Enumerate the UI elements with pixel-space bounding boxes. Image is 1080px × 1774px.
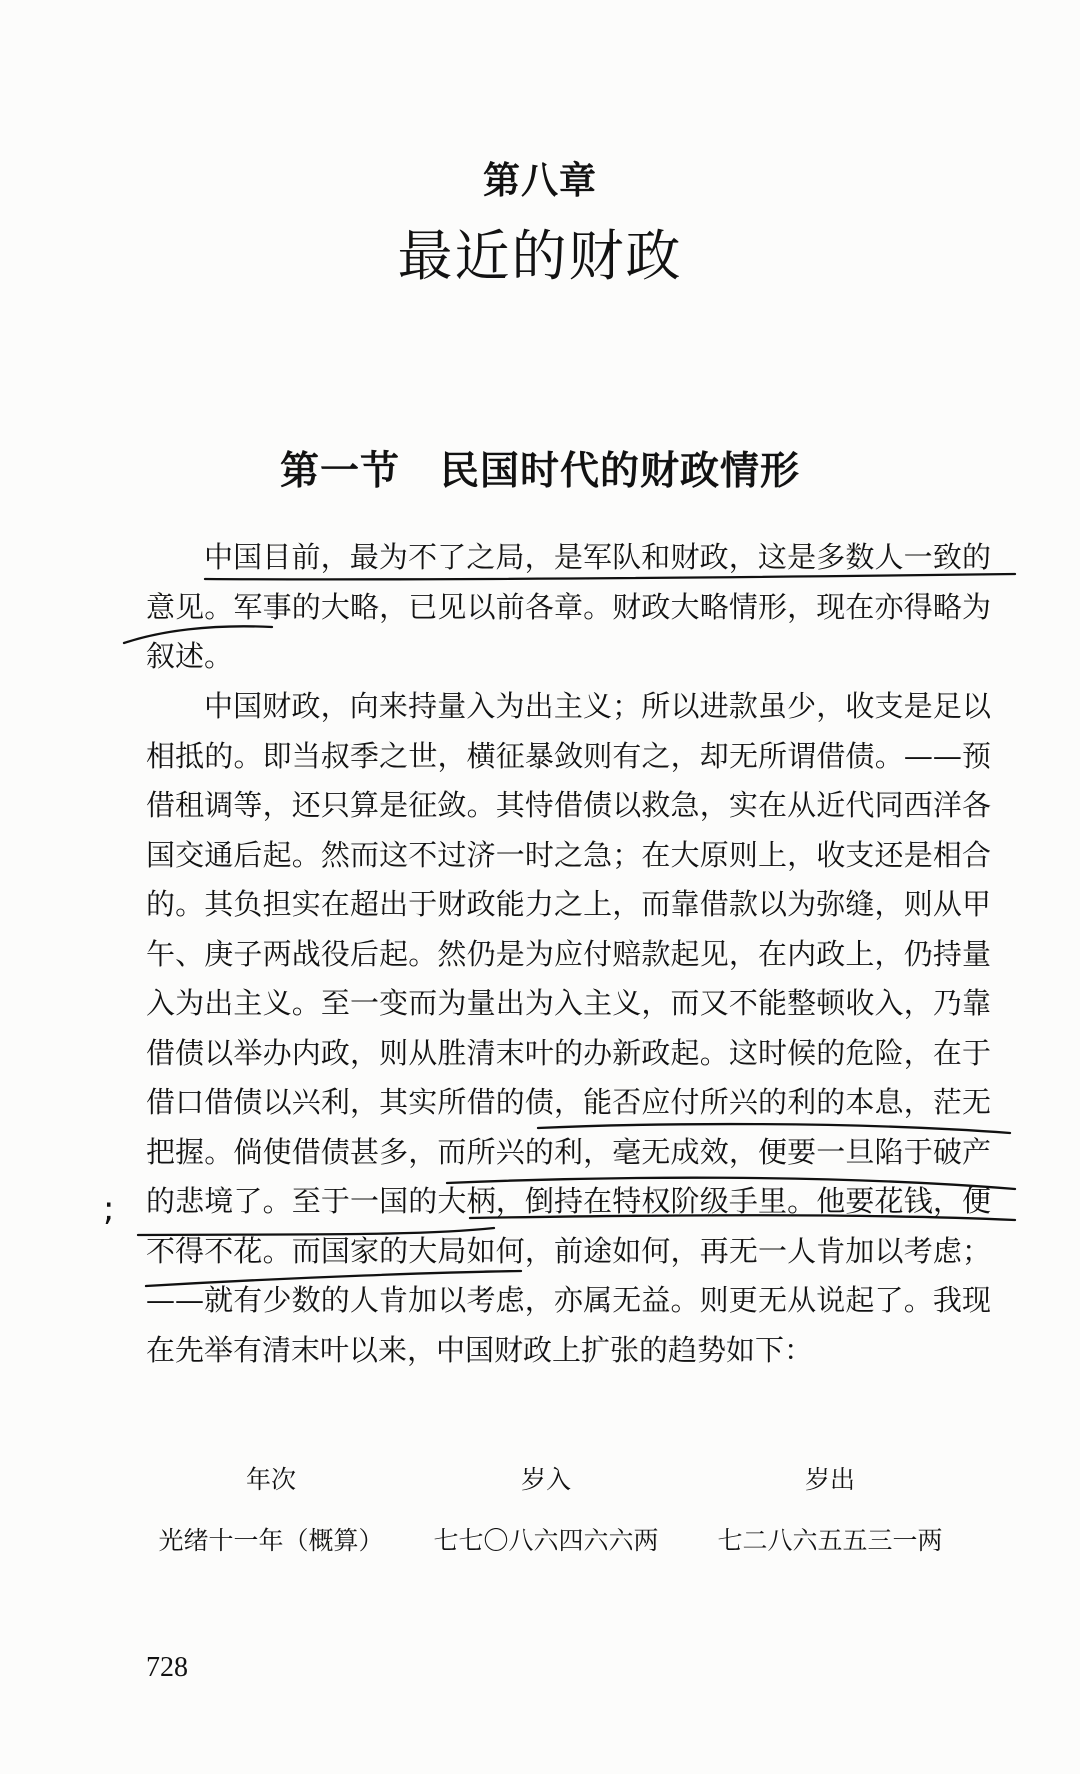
paragraph-1: 中国目前，最为不了之局，是军队和财政，这是多数人一致的意见。军事的大略，已见以前各章。财政大略情形，现在亦得略为叙述。 xyxy=(146,540,991,673)
table-cell-year: 光绪十一年（概算） xyxy=(158,1526,384,1555)
table-header-expense: 岁出 xyxy=(804,1465,855,1494)
page-number: 728 xyxy=(146,1652,188,1683)
marginal-mark: ; xyxy=(103,1189,115,1229)
chapter-title: 最近的财政 xyxy=(397,224,683,288)
table-header-year: 年次 xyxy=(245,1465,296,1494)
chapter-label: 第八章 xyxy=(483,158,597,202)
table-header-revenue: 岁入 xyxy=(520,1465,571,1494)
table-cell-expense: 七二八六五五三一两 xyxy=(717,1526,943,1555)
section-title: 第一节 民国时代的财政情形 xyxy=(279,448,800,494)
paragraph-2: 中国财政，向来持量入为出主义；所以进款虽少，收支是足以相抵的。即当叔季之世，横征暴敛则有之，却无所谓借债。——预借租调等，还只算是征敛。其恃借债以救急，实在从近代同西洋各国交通后起。然而这不过济一时之急；在大原则上，收支还是相合的。其负担实在超出于财政能力之上，而靠借款以为弥缝，则从甲午、庚子两战役后起。然仍是为应付赔款起见，在内政上，仍持量入为出主义。至一变而为量出为入主义，而又不能整顿收入，乃靠借债以举办内政，则从胜清末叶的办新政起。这时候的危险，在于借口借债以兴利，其实所借的债，能否应付所兴的利的本息，茫无把握。倘使借债甚多，而所兴的利，毫无成效，便要一旦陷于破产的悲境了。至于一国的大柄，倒持在特权阶级手里。他要花钱，便不得不花。而国家的大局如何，前途如何，再无一人肯加以考虑；——就有少数的人肯加以考虑，亦属无益。则更无从说起了。我现在先举有清末叶以来，中国财政上扩张的趋势如下： xyxy=(146,689,991,1367)
table-cell-revenue: 七七〇八六四六六两 xyxy=(433,1526,659,1555)
